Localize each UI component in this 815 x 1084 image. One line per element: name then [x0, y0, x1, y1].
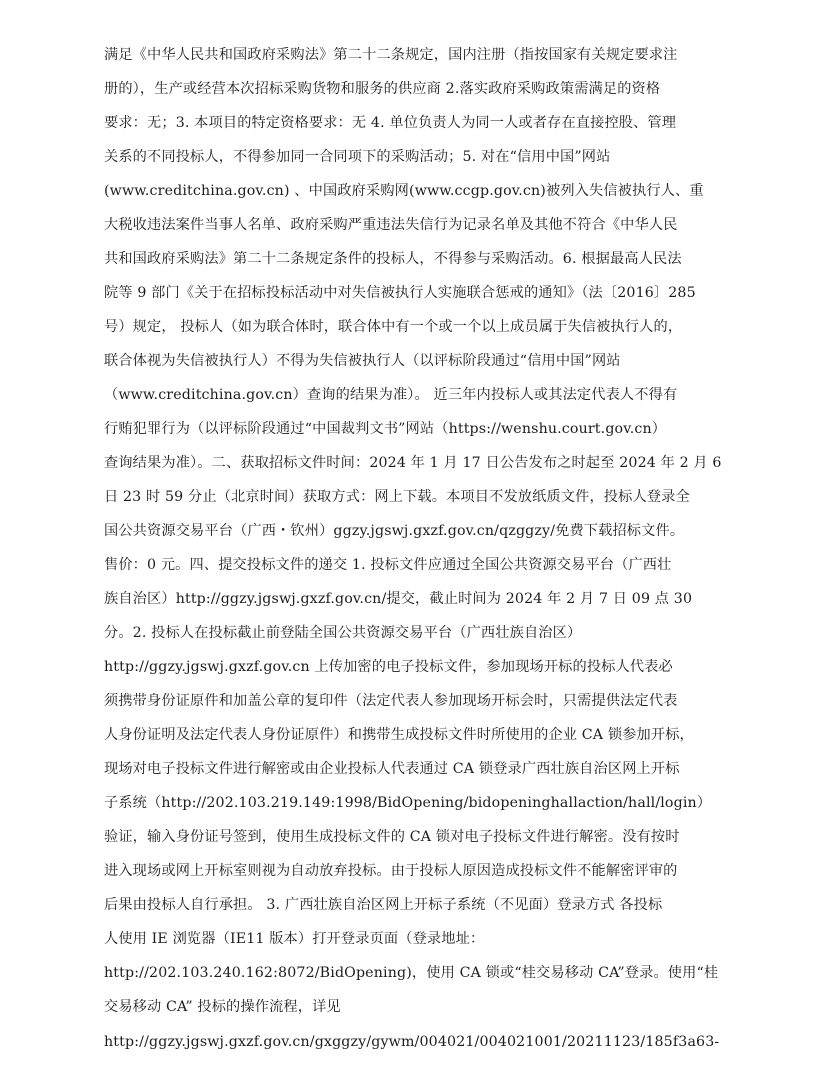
text-line: 子系统（http://202.103.219.149:1998/BidOpening/bidopeninghallaction/hall/login）: [104, 795, 712, 811]
text-line: 要求：无；3. 本项目的特定资格要求：无 4. 单位负责人为同一人或者存在直接控股、管理: [104, 115, 677, 131]
text-line: 族自治区）http://ggzy.jgswj.gxzf.gov.cn/提交，截止时间为 2024 年 2 月 7 日 09 点 30: [104, 591, 693, 607]
text-line: 共和国政府采购法》第二十二条规定条件的投标人，不得参与采购活动。6. 根据最高人民法: [104, 251, 682, 267]
text-line: http://202.103.240.162:8072/BidOpening)，使用 CA 锁或“桂交易移动 CA”登录。使用“桂: [104, 965, 719, 981]
text-line: （www.creditchina.gov.cn）查询的结果为准）。 近三年内投标人或其法定代表人不得有: [104, 387, 678, 403]
text-line: 查询结果为准）。二、获取招标文件时间：2024 年 1 月 17 日公告发布之时起至 2024 年 2 月 6: [104, 455, 722, 471]
text-line: 日 23 时 59 分止（北京时间）获取方式：网上下载。本项目不发放纸质文件，投标人登录全: [104, 489, 690, 505]
text-line: 行贿犯罪行为（以评标阶段通过“中国裁判文书”网站（https://wenshu.court.gov.cn）: [104, 421, 667, 437]
text-line: 现场对电子投标文件进行解密或由企业投标人代表通过 CA 锁登录广西壮族自治区网上开标: [104, 761, 680, 777]
text-line: http://ggzy.jgswj.gxzf.gov.cn/gxggzy/gywm/004021/004021001/20211123/185f3a63-: [104, 1034, 720, 1050]
text-line: 人使用 IE 浏览器（IE11 版本）打开登录页面（登录地址：: [104, 931, 485, 947]
text-line: 号）规定， 投标人（如为联合体时，联合体中有一个或一个以上成员属于失信被执行人的，: [104, 319, 683, 335]
text-line: 院等 9 部门《关于在招标投标活动中对失信被执行人实施联合惩戒的通知》（法〔2016〕285: [104, 285, 696, 301]
text-line: (www.creditchina.gov.cn) 、中国政府采购网(www.ccgp.gov.cn)被列入失信被执行人、重: [104, 183, 704, 199]
text-line: 关系的不同投标人，不得参加同一合同项下的采购活动；5. 对在“信用中国”网站: [104, 149, 611, 165]
text-line: 大税收违法案件当事人名单、政府采购严重违法失信行为记录名单及其他不符合《中华人民: [104, 217, 678, 233]
text-line: 验证，输入身份证号签到，使用生成投标文件的 CA 锁对电子投标文件进行解密。没有按时: [104, 829, 680, 845]
text-line: 册的），生产或经营本次招标采购货物和服务的供应商 2.落实政府采购政策需满足的资格: [104, 81, 661, 97]
text-line: 国公共资源交易平台（广西・钦州）ggzy.jgswj.gxzf.gov.cn/qzggzy/免费下载招标文件。: [104, 523, 685, 539]
text-line: 交易移动 CA” 投标的操作流程，详见: [104, 999, 341, 1015]
text-line: 后果由投标人自行承担。 3. 广西壮族自治区网上开标子系统（不见面）登录方式 各投标: [104, 897, 663, 913]
text-line: http://ggzy.jgswj.gxzf.gov.cn 上传加密的电子投标文件，参加现场开标的投标人代表必: [104, 659, 673, 675]
text-line: 联合体视为失信被执行人）不得为失信被执行人（以评标阶段通过“信用中国”网站: [104, 353, 621, 369]
text-line: 须携带身份证原件和加盖公章的复印件（法定代表人参加现场开标会时，只需提供法定代表: [104, 693, 678, 709]
text-line: 进入现场或网上开标室则视为自动放弃投标。由于投标人原因造成投标文件不能解密评审的: [104, 863, 678, 879]
text-line: 满足《中华人民共和国政府采购法》第二十二条规定，国内注册（指按国家有关规定要求注: [104, 47, 678, 63]
text-line: 人身份证明及法定代表人身份证原件）和携带生成投标文件时所使用的企业 CA 锁参加开标，: [104, 727, 694, 743]
text-line: 分。2. 投标人在投标截止前登陆全国公共资源交易平台（广西壮族自治区）: [104, 625, 582, 641]
text-line: 售价：0 元。四、提交投标文件的递交 1. 投标文件应通过全国公共资源交易平台（广西壮: [104, 557, 672, 573]
